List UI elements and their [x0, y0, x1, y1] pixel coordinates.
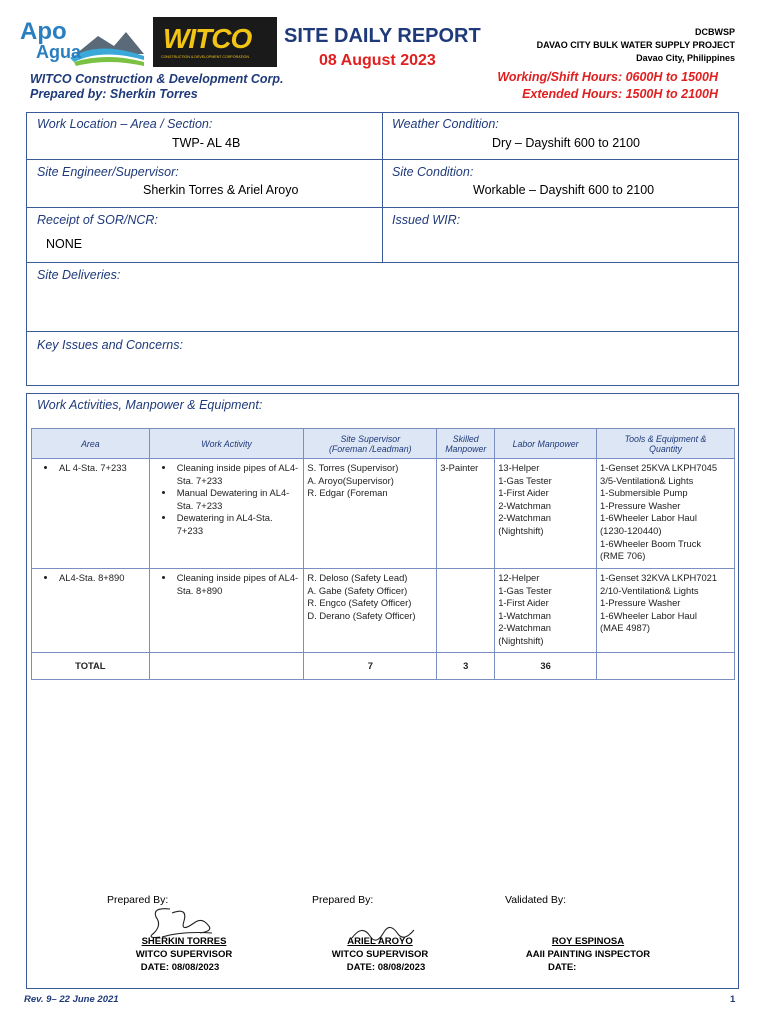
deliveries-label: Site Deliveries: [37, 268, 121, 282]
list-item: 1-First Aider [498, 487, 549, 499]
signatory-date-2: DATE: 08/08/2023 [346, 962, 426, 973]
signatory-name-2: ARIEL AROYO [347, 936, 413, 947]
activities-table [31, 428, 735, 680]
total-row [32, 653, 735, 680]
list-item: (MAE 4987) [600, 622, 651, 634]
total-label: TOTAL [32, 653, 150, 680]
list-item: 3/5-Ventilation& Lights [600, 474, 694, 486]
table-row [32, 459, 735, 569]
list-item: • Cleaning inside pipes of AL4-Sta. 8+890 [175, 572, 301, 597]
list-item: 1-Pressure Washer [600, 597, 681, 609]
list-item: A. Aroyo(Supervisor) [307, 474, 394, 486]
logo-apo-text: Apo [20, 18, 67, 45]
page-title: SITE DAILY REPORT [284, 25, 481, 47]
list-item: • Dewatering in AL4-Sta. 7+233 [175, 512, 301, 537]
engineer-label: Site Engineer/Supervisor: [37, 165, 179, 179]
list-item: R. Deloso (Safety Lead) [307, 572, 408, 583]
list-item: • AL4-Sta. 8+890 [57, 572, 146, 585]
labor-cell [495, 459, 597, 569]
report-date: 08 August 2023 [319, 52, 436, 69]
signatory-role-2: WITCO SUPERVISOR [331, 949, 429, 960]
total-empty-cell [149, 653, 304, 680]
area-cell [32, 569, 150, 653]
total-labor: 36 [495, 653, 597, 680]
site-condition-label: Site Condition: [392, 165, 474, 179]
list-item: • Manual Dewatering in AL4-Sta. 7+233 [175, 487, 301, 512]
issues-label: Key Issues and Concerns: [37, 338, 183, 352]
sor-label: Receipt of SOR/NCR: [37, 213, 158, 227]
sig-heading-2: Prepared By: [312, 894, 374, 906]
list-item: (Nightshift) [498, 524, 544, 536]
weather-label: Weather Condition: [392, 117, 499, 131]
list-item: (1230-120440) [600, 524, 662, 536]
col-header-area: Area [32, 429, 150, 459]
tools-cell [597, 569, 735, 653]
list-item: 1-Pressure Washer [600, 499, 681, 511]
engineer-value: Sherkin Torres & Ariel Aroyo [143, 183, 299, 197]
info-hline-3 [26, 262, 739, 263]
area-cell [32, 459, 150, 569]
list-item: (RME 706) [600, 550, 646, 562]
table-row [32, 569, 735, 653]
list-item: S. Torres (Supervisor) [307, 462, 399, 473]
list-item: D. Derano (Safety Officer) [307, 609, 416, 621]
company-name: WITCO Construction & Development Corp. [30, 72, 284, 86]
list-item: 1-6Wheeler Labor Haul [600, 512, 697, 524]
info-hline-1 [26, 159, 739, 160]
signatory-date-1: DATE: 08/08/2023 [140, 962, 220, 973]
site-condition-value: Workable – Dayshift 600 to 2100 [473, 183, 655, 197]
skilled-cell [437, 459, 495, 569]
list-item: • Cleaning inside pipes of AL4-Sta. 7+233 [175, 462, 301, 487]
list-item: 12-Helper [498, 572, 540, 583]
list-item: 1-6Wheeler Labor Haul [600, 609, 697, 621]
list-item: • AL 4-Sta. 7+233 [57, 462, 146, 475]
signatory-name-1: SHERKIN TORRES [141, 936, 227, 947]
list-item: R. Edgar (Foreman [307, 487, 388, 499]
signatory-name-3: ROY ESPINOSA [551, 936, 625, 947]
col-header-supervisor: Site Supervisor (Foreman /Leadman) [304, 429, 437, 459]
sig-heading-1: Prepared By: [107, 894, 169, 906]
list-item: 1-First Aider [498, 597, 549, 609]
weather-value: Dry – Dayshift 600 to 2100 [492, 136, 640, 150]
tools-cell [597, 459, 735, 569]
revision-note: Rev. 9– 22 June 2021 [24, 994, 119, 1005]
signatory-role-1: WITCO SUPERVISOR [135, 949, 233, 960]
list-item: 1-6Wheeler Boom Truck [600, 537, 702, 549]
project-location: Davao City, Philippines [636, 53, 735, 63]
col-header-labor: Labor Manpower [495, 429, 597, 459]
work-location-label: Work Location – Area / Section: [37, 117, 213, 131]
list-item: 13-Helper [498, 462, 540, 473]
prepared-by-header: Prepared by: Sherkin Torres [30, 87, 198, 101]
list-item: 2-Watchman [498, 622, 551, 634]
wir-label: Issued WIR: [392, 213, 461, 227]
working-hours: Working/Shift Hours: 0600H to 1500H [497, 70, 718, 84]
col-header-skilled: Skilled Manpower [437, 429, 495, 459]
list-item: 2/10-Ventilation& Lights [600, 584, 699, 596]
list-item: 3-Painter [440, 462, 479, 473]
supervisor-cell [304, 569, 437, 653]
total-tools-cell [597, 653, 735, 680]
info-vline [382, 112, 383, 262]
sor-value: NONE [46, 237, 83, 251]
activity-cell [149, 569, 304, 653]
list-item: A. Gabe (Safety Officer) [307, 584, 408, 596]
project-code: DCBWSP [695, 27, 735, 37]
list-item: 1-Gas Tester [498, 584, 552, 596]
list-item: (Nightshift) [498, 634, 544, 646]
activity-cell [149, 459, 304, 569]
sig-heading-3: Validated By: [505, 894, 567, 906]
list-item: 2-Watchman [498, 512, 551, 524]
supervisor-cell [304, 459, 437, 569]
signatory-role-3: AAII PAINTING INSPECTOR [525, 949, 651, 960]
work-location-value: TWP- AL 4B [172, 136, 241, 150]
labor-cell [495, 569, 597, 653]
info-hline-2 [26, 207, 739, 208]
logo-agua-text: Agua [36, 42, 81, 62]
col-header-tools: Tools & Equipment & Quantity [597, 429, 735, 459]
list-item: 1-Watchman [498, 609, 551, 621]
list-item: 2-Watchman [498, 499, 551, 511]
info-hline-4 [26, 331, 739, 332]
skilled-cell [437, 569, 495, 653]
list-item: 1-Genset 32KVA LKPH7021 [600, 572, 718, 583]
list-item: 1-Submersible Pump [600, 487, 688, 499]
total-supervisor: 7 [304, 653, 437, 680]
logo-witco-text: WITCO [163, 23, 252, 54]
signatory-date-3: DATE: [548, 962, 577, 973]
apo-agua-logo [18, 18, 146, 68]
logo-witco-subtext: CONSTRUCTION & DEVELOPMENT CORPORATION [161, 55, 249, 59]
activities-label: Work Activities, Manpower & Equipment: [37, 398, 263, 412]
col-header-activity: Work Activity [149, 429, 304, 459]
page-number: 1 [730, 994, 736, 1005]
witco-logo [153, 17, 277, 67]
list-item: 1-Genset 25KVA LKPH7045 [600, 462, 718, 473]
list-item: 1-Gas Tester [498, 474, 552, 486]
project-name: DAVAO CITY BULK WATER SUPPLY PROJECT [536, 40, 735, 50]
extended-hours: Extended Hours: 1500H to 2100H [522, 87, 718, 101]
total-skilled: 3 [437, 653, 495, 680]
list-item: R. Engco (Safety Officer) [307, 597, 412, 609]
